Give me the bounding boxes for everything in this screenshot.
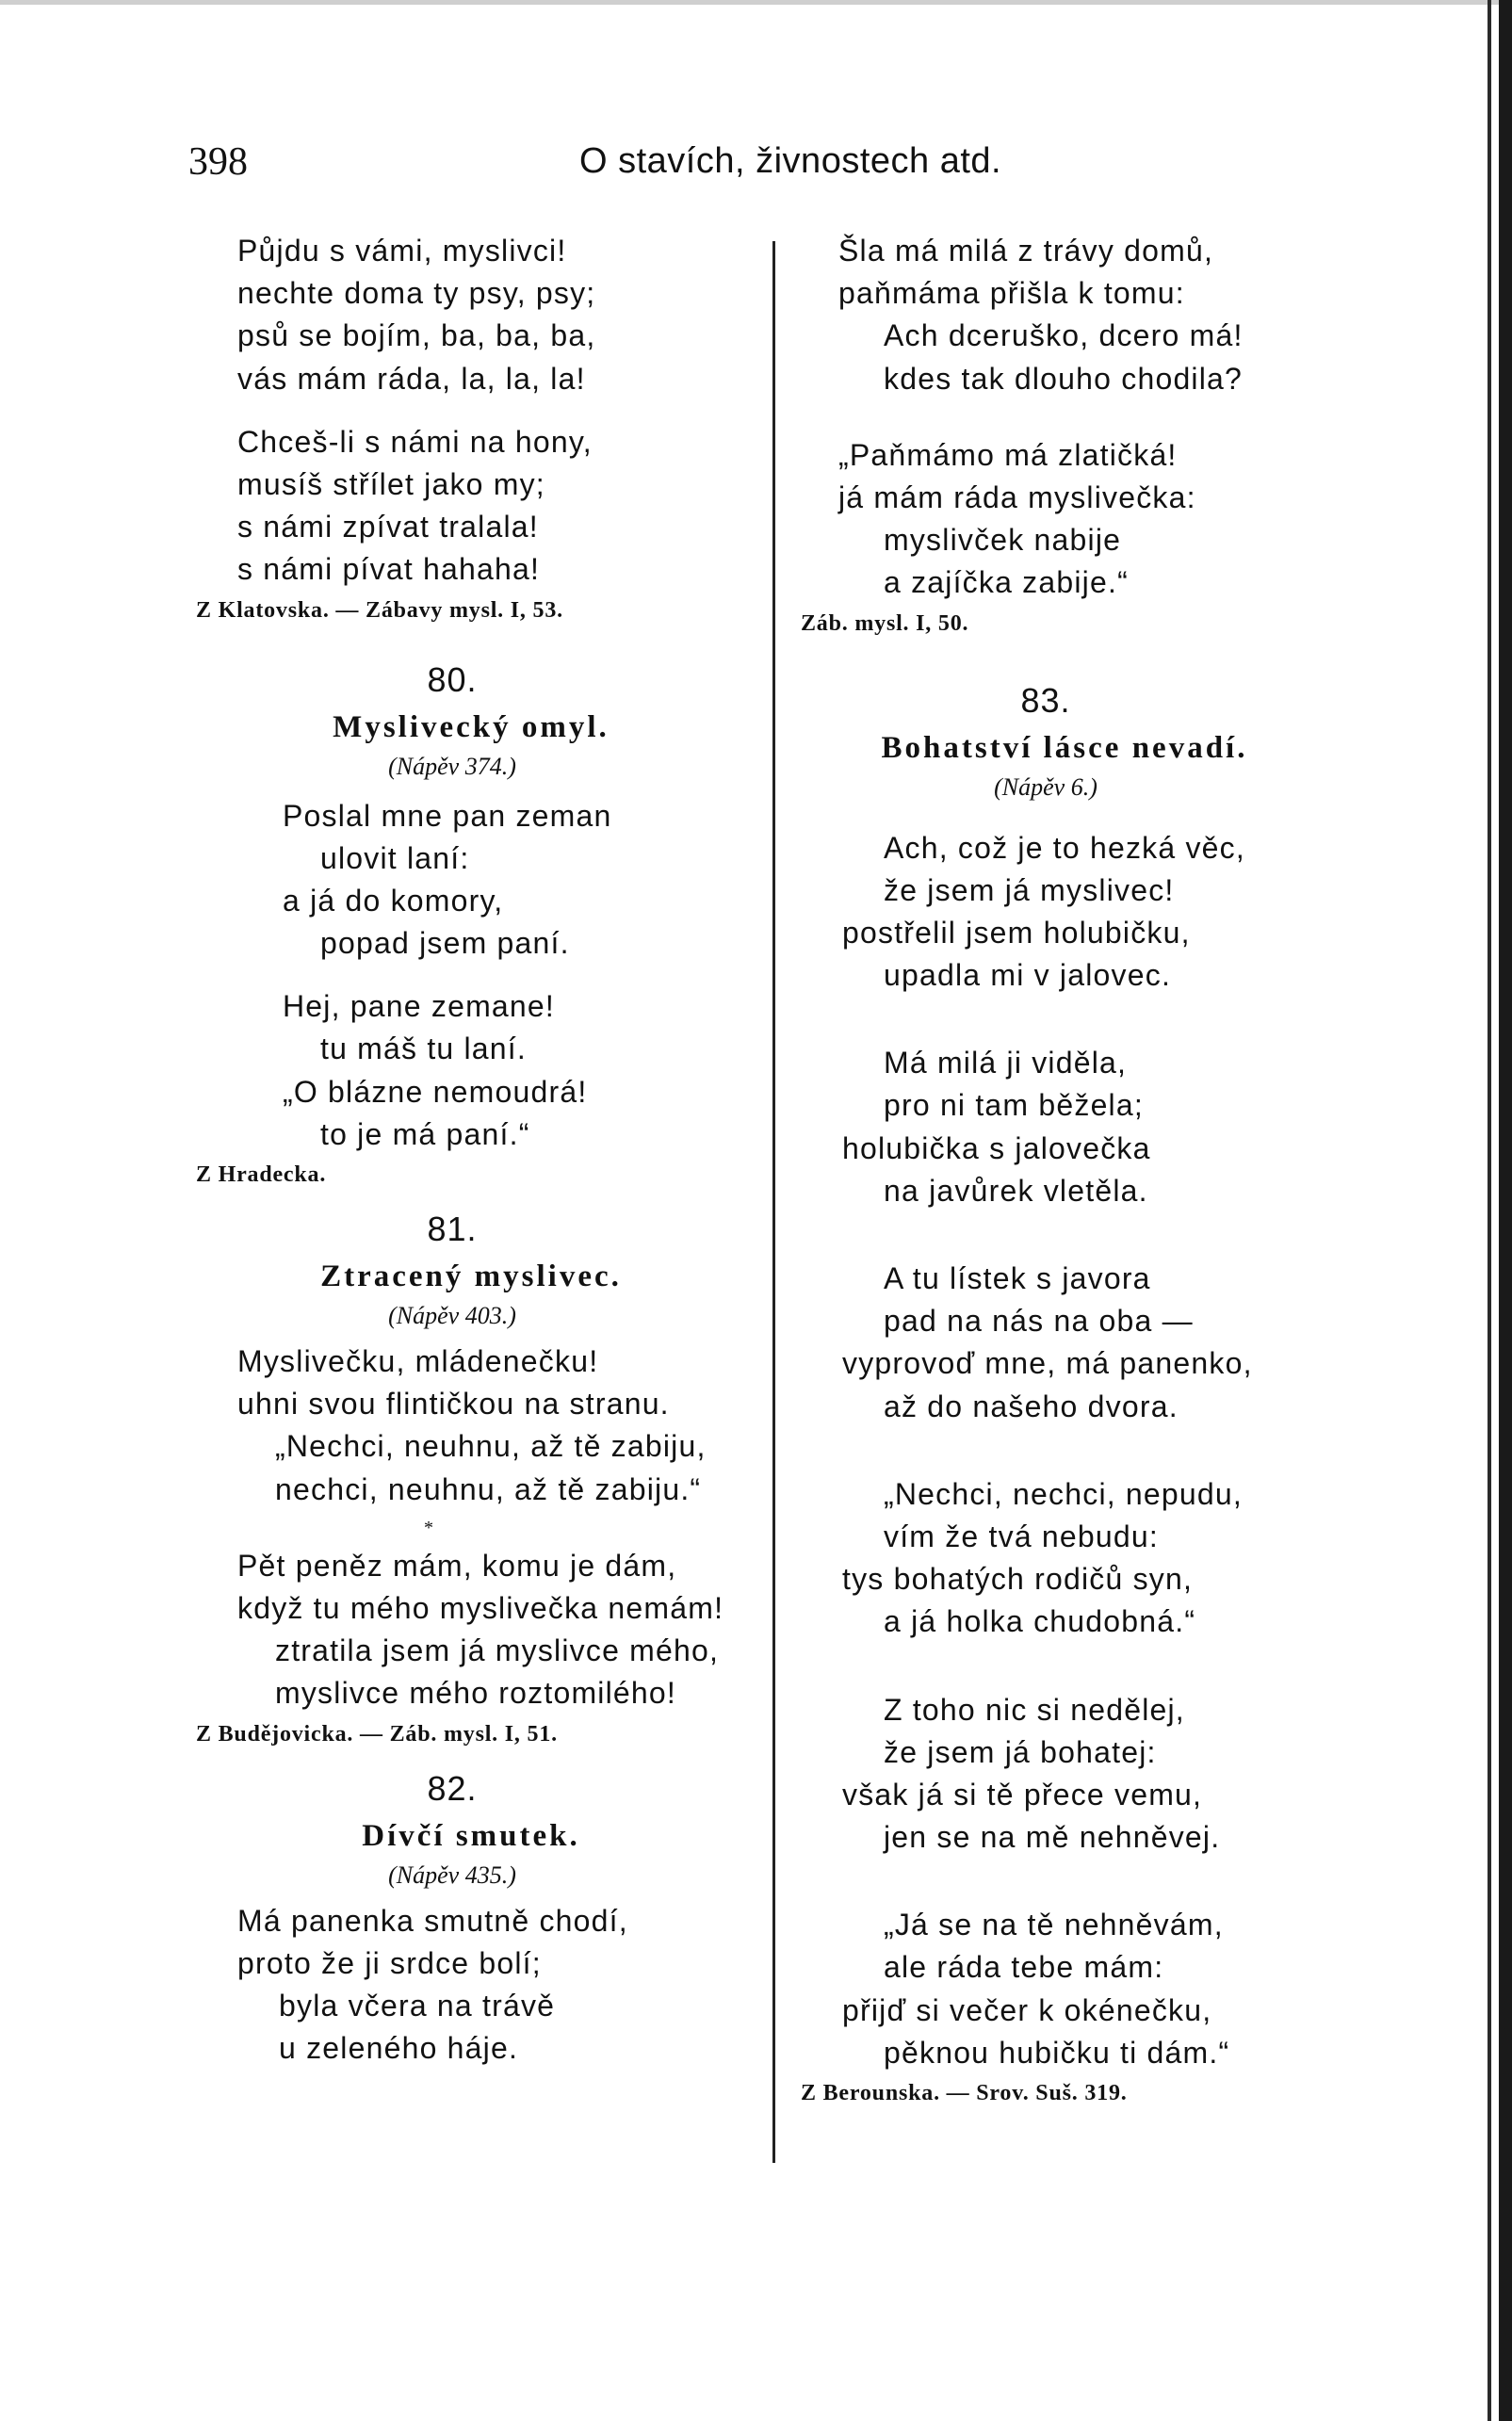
verse-line: jen se na mě nehněvej. <box>884 1820 1221 1855</box>
stanza-gap <box>801 400 1328 434</box>
running-head: O stavích, živnostech atd. <box>579 141 1002 181</box>
stanza-gap <box>801 1428 1328 1473</box>
verse-line: Ach dceruško, dcero má! <box>884 318 1244 353</box>
verse-line: A tu lístek s javora <box>884 1261 1151 1295</box>
verse-line: myslivček nabije <box>884 523 1122 558</box>
verse-line: Půjdu s vámi, myslivci! <box>237 234 567 268</box>
stanza-gap <box>801 1859 1328 1904</box>
source-note: Z Berounska. — Srov. Suš. 319. <box>801 2081 1128 2105</box>
verse-line: myslivce mého roztomilého! <box>275 1676 676 1711</box>
song-number: 80. <box>427 659 478 699</box>
source-note: Z Klatovska. — Zábavy mysl. I, 53. <box>196 597 563 623</box>
verse-line: Má panenka smutně chodí, <box>237 1903 628 1938</box>
tune-reference: (Nápěv 374.) <box>388 752 516 780</box>
verse-line: vás mám ráda, la, la, la! <box>237 361 586 396</box>
verse-line: psů se bojím, ba, ba, ba, <box>237 318 596 353</box>
verse-line: kdes tak dlouho chodila? <box>884 361 1244 396</box>
stanza-gap <box>801 1644 1328 1689</box>
verse-line: přijď si večer k okénečku, <box>842 1992 1212 2027</box>
song-title: Dívčí smutek. <box>362 1818 580 1853</box>
verse-line: pad na nás na oba — <box>884 1304 1194 1339</box>
verse-line: až do našeho dvora. <box>884 1389 1179 1423</box>
verse-line: Hej, pane zemane! <box>283 989 556 1024</box>
verse-line: a zajíčka zabije.“ <box>884 565 1129 600</box>
song-title: Myslivecký omyl. <box>333 709 610 744</box>
verse-line: ale ráda tebe mám: <box>884 1950 1164 1985</box>
verse-line: „Nechci, nechci, nepudu, <box>884 1476 1244 1511</box>
verse-line: Myslivečku, mládenečku! <box>237 1344 599 1378</box>
verse-line: ulovit laní: <box>320 840 470 875</box>
page-number: 398 <box>188 140 248 184</box>
verse-line: nechte doma ty psy, psy; <box>237 276 596 311</box>
verse-line: byla včera na trávě <box>279 1988 556 2023</box>
stanza-gap <box>801 1212 1328 1258</box>
verse-line: paňmáma přišla k tomu: <box>838 276 1185 311</box>
song-80 <box>188 654 754 1194</box>
verse-line: pro ni tam běžela; <box>884 1088 1144 1123</box>
stanza-gap <box>188 965 754 985</box>
verse-line: když tu mého myslivečka nemám! <box>237 1590 724 1625</box>
verse-line: tys bohatých rodičů syn, <box>842 1562 1194 1597</box>
verse-line: nechci, neuhnu, až tě zabiju.“ <box>275 1471 702 1506</box>
verse-line: ztratila jsem já myslivce mého, <box>275 1633 720 1668</box>
source-note: Záb. mysl. I, 50. <box>801 610 969 636</box>
verse-line: Chceš-li s námi na hony, <box>237 424 593 459</box>
verse-line: „Nechci, neuhnu, až tě zabiju, <box>275 1429 707 1464</box>
verse-line: a já holka chudobná.“ <box>884 1604 1196 1639</box>
verse-line: s námi zpívat tralala! <box>237 510 539 544</box>
verse-line: uhni svou flintičkou na stranu. <box>237 1387 670 1422</box>
song-number: 83. <box>1020 680 1071 720</box>
song-number: 81. <box>427 1210 478 1248</box>
verse-line: to je má paní.“ <box>320 1116 530 1151</box>
song-82 <box>188 1763 754 2071</box>
page-right-edge <box>1499 0 1512 2421</box>
right-column <box>801 230 1328 2112</box>
verse-line: proto že ji srdce bolí; <box>237 1945 542 1980</box>
source-note: Z Hradecka. <box>196 1162 327 1187</box>
verse-line: vyprovoď mne, má panenko, <box>842 1346 1253 1381</box>
page-header <box>188 139 1347 196</box>
verse-line: musíš střílet jako my; <box>237 466 545 501</box>
song-title: Bohatství lásce nevadí. <box>881 730 1248 765</box>
verse-line: holubička s jalovečka <box>842 1130 1151 1165</box>
verse-line: u zeleného háje. <box>279 2031 519 2066</box>
verse-line: na javůrek vletěla. <box>884 1173 1148 1208</box>
left-column <box>188 230 754 2070</box>
stanza-gap <box>801 997 1328 1042</box>
verse-line: postřelil jsem holubičku, <box>842 915 1191 950</box>
verse-line: vím že tvá nebudu: <box>884 1519 1159 1553</box>
section-separator: * <box>424 1517 433 1538</box>
song-81 <box>188 1203 754 1753</box>
verse-line: že jsem já myslivec! <box>884 872 1175 907</box>
verse-line: a já do komory, <box>283 883 504 918</box>
source-note: Z Budějovicka. — Záb. mysl. I, 51. <box>196 1721 558 1747</box>
tune-reference: (Nápěv 6.) <box>994 772 1097 801</box>
tune-reference: (Nápěv 435.) <box>388 1860 516 1889</box>
tune-reference: (Nápěv 403.) <box>388 1302 516 1329</box>
verse-line: tu máš tu laní. <box>320 1032 527 1066</box>
stanza-gap <box>188 400 754 421</box>
page-binding-edge <box>1488 0 1491 2421</box>
verse-line: Poslal mne pan zeman <box>283 798 612 833</box>
verse-line: s námi pívat hahaha! <box>237 552 541 587</box>
verse-line: pěknou hubičku ti dám.“ <box>884 2035 1230 2070</box>
verse-line: „Paňmámo má zlatičká! <box>838 437 1178 472</box>
song-title: Ztracený myslivec. <box>320 1259 622 1293</box>
verse-line: „O blázne nemoudrá! <box>283 1074 588 1109</box>
column-divider <box>772 241 775 2163</box>
verse-line: Šla má milá z trávy domů, <box>838 234 1214 268</box>
song-number: 82. <box>427 1768 478 1808</box>
verse-line: popad jsem paní. <box>320 926 570 961</box>
verse-line: Pět peněz mám, komu je dám, <box>237 1548 677 1583</box>
verse-line: já mám ráda myslivečka: <box>838 479 1196 514</box>
verse-line: „Já se na tě nehněvám, <box>884 1908 1224 1942</box>
song-83 <box>801 674 1328 2113</box>
verse-line: Z toho nic si nedělej, <box>884 1692 1185 1727</box>
verse-line: upadla mi v jalovec. <box>884 958 1172 993</box>
verse-line: však já si tě přece vemu, <box>842 1777 1203 1812</box>
verse-line: Ach, což je to hezká věc, <box>884 830 1245 865</box>
verse-line: Má milá ji viděla, <box>884 1046 1128 1081</box>
song-82-continuation <box>801 230 1328 642</box>
song-79-ending <box>188 230 754 629</box>
page-top-edge <box>0 0 1512 5</box>
verse-line: že jsem já bohatej: <box>884 1734 1157 1769</box>
